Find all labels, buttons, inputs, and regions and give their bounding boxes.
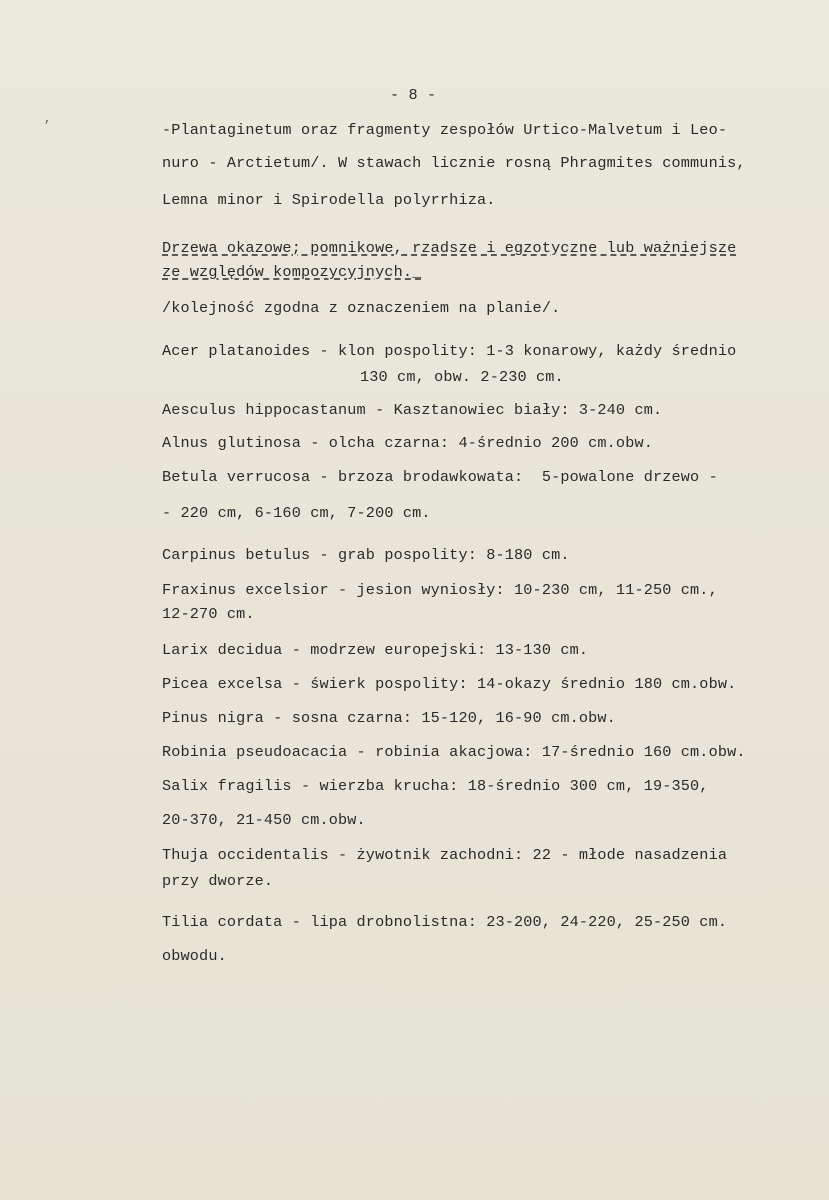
entry-pinus: Pinus nigra - sosna czarna: 15-120, 16-90 cm.obw. — [162, 709, 616, 727]
entry-tilia-line-2: obwodu. — [162, 947, 227, 965]
entry-salix-line-2: 20-370, 21-450 cm.obw. — [162, 811, 366, 829]
entry-acer-line-2: 130 cm, obw. 2-230 cm. — [360, 368, 564, 386]
entry-alnus: Alnus glutinosa - olcha czarna: 4-średnio 200 cm.obw. — [162, 434, 653, 452]
entry-fraxinus-line-2: 12-270 cm. — [162, 605, 255, 623]
entry-tilia-line-1: Tilia cordata - lipa drobnolistna: 23-200, 24-220, 25-250 cm. — [162, 913, 728, 931]
entry-fraxinus-line-1: Fraxinus excelsior - jesion wyniosły: 10-230 cm, 11-250 cm., — [162, 581, 718, 599]
entry-thuja-line-2: przy dworze. — [162, 872, 274, 890]
intro-line-1: -Plantaginetum oraz fragmenty zespołów Urtico-Malvetum i Leo- — [162, 121, 728, 139]
ordering-note: /kolejność zgodna z oznaczeniem na planie/. — [162, 299, 561, 317]
entry-thuja-line-1: Thuja occidentalis - żywotnik zachodni: 22 - młode nasadzenia — [162, 846, 728, 864]
entry-carpinus: Carpinus betulus - grab pospolity: 8-180 cm. — [162, 546, 570, 564]
margin-mark: , — [44, 112, 52, 126]
entry-picea: Picea excelsa - świerk pospolity: 14-okazy średnio 180 cm.obw. — [162, 675, 737, 693]
entry-betula-line-2: - 220 cm, 6-160 cm, 7-200 cm. — [162, 504, 431, 522]
section-heading-line-1: Drzewa okazowe; pomnikowe, rzadsze i egzotyczne lub ważniejsze — [162, 239, 737, 257]
intro-line-3: Lemna minor i Spirodella polyrrhiza. — [162, 191, 496, 209]
entry-salix-line-1: Salix fragilis - wierzba krucha: 18-średnio 300 cm, 19-350, — [162, 777, 709, 795]
entry-larix: Larix decidua - modrzew europejski: 13-130 cm. — [162, 641, 589, 659]
section-heading-line-2: ze względów kompozycyjnych._ — [162, 263, 422, 281]
entry-robinia: Robinia pseudoacacia - robinia akacjowa: 17-średnio 160 cm.obw. — [162, 743, 746, 761]
entry-aesculus: Aesculus hippocastanum - Kasztanowiec biały: 3-240 cm. — [162, 401, 663, 419]
intro-line-2: nuro - Arctietum/. W stawach licznie rosną Phragmites communis, — [162, 154, 746, 172]
page-number: - 8 - — [390, 86, 437, 104]
entry-acer-line-1: Acer platanoides - klon pospolity: 1-3 konarowy, każdy średnio — [162, 342, 737, 360]
entry-betula-line-1: Betula verrucosa - brzoza brodawkowata: 5-powalone drzewo - — [162, 468, 718, 486]
